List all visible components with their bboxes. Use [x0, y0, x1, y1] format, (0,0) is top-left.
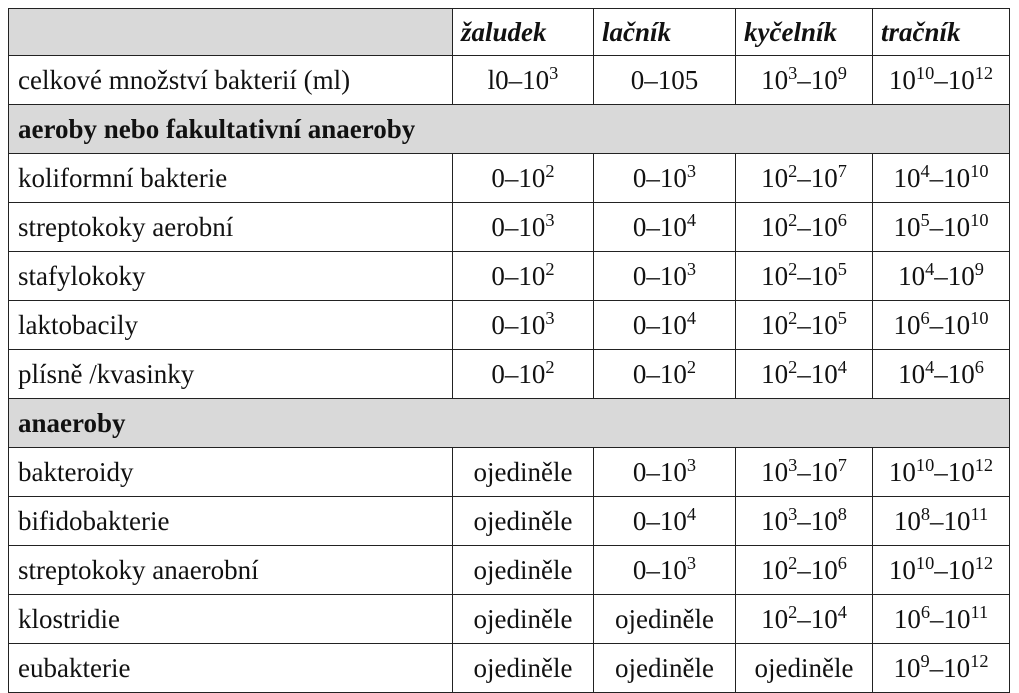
table-row [9, 595, 1010, 644]
value-text: 0–10 [632, 358, 687, 389]
value-exponent: 3 [788, 503, 798, 524]
value-text: 10 [761, 505, 789, 536]
value-text: 10 [893, 505, 921, 536]
table-row [9, 644, 1010, 693]
value-text: ojediněle [473, 652, 573, 683]
row-label: bifidobakterie [9, 497, 453, 546]
value-exponent: 9 [974, 258, 984, 279]
value-exponent: 12 [974, 454, 994, 475]
value-exponent: 10 [970, 160, 989, 181]
value-text: –10 [934, 456, 975, 487]
value-cell [594, 252, 736, 301]
value-exponent: 2 [545, 258, 555, 279]
value-exponent: 2 [788, 601, 798, 622]
value-exponent: 6 [974, 356, 984, 377]
value-text: 0–10 [632, 554, 687, 585]
value-cell [873, 252, 1010, 301]
value-exponent: 3 [545, 209, 555, 230]
value-exponent: 8 [920, 503, 930, 524]
table-row [9, 497, 1010, 546]
column-header-tracnik: tračník [873, 9, 1010, 56]
section-header-row [9, 105, 1010, 154]
value-exponent: 6 [837, 552, 847, 573]
value-exponent: 3 [686, 160, 697, 181]
value-text: 10 [888, 64, 916, 95]
value-exponent: 3 [545, 307, 555, 328]
table-row [9, 448, 1010, 497]
value-exponent: 12 [974, 62, 994, 83]
value-exponent: 7 [837, 160, 847, 181]
value-cell [736, 350, 873, 399]
value-text: l0–10 [487, 64, 550, 95]
value-cell [453, 595, 594, 644]
value-exponent: 11 [970, 503, 989, 524]
value-text: 0–10 [491, 358, 546, 389]
row-label: klostridie [9, 595, 453, 644]
value-text: 10 [893, 211, 921, 242]
value-cell [736, 154, 873, 203]
value-text: 10 [761, 456, 789, 487]
section-header-row [9, 399, 1010, 448]
value-text: 0–10 [491, 260, 546, 291]
column-header-lacnik: lačník [594, 9, 736, 56]
value-text: 10 [761, 554, 789, 585]
row-label: bakteroidy [9, 448, 453, 497]
value-cell [736, 448, 873, 497]
value-text: –10 [797, 309, 838, 340]
value-exponent: 11 [970, 601, 989, 622]
value-cell [736, 203, 873, 252]
value-exponent: 4 [686, 209, 697, 230]
column-header-zaludek: žaludek [453, 9, 594, 56]
row-label: celkové množství bakterií (ml) [9, 56, 453, 105]
value-text: 10 [761, 358, 789, 389]
value-text: 10 [761, 603, 789, 634]
value-exponent: 9 [920, 650, 930, 671]
value-cell [594, 350, 736, 399]
row-label: laktobacily [9, 301, 453, 350]
value-text: –10 [797, 211, 838, 242]
value-text: 10 [761, 162, 789, 193]
value-cell [594, 154, 736, 203]
value-cell [594, 644, 736, 693]
row-label: eubakterie [9, 644, 453, 693]
value-exponent: 6 [920, 307, 930, 328]
value-exponent: 3 [686, 552, 697, 573]
value-exponent: 6 [837, 209, 847, 230]
value-cell [873, 595, 1010, 644]
value-exponent: 3 [788, 62, 798, 83]
value-cell [453, 644, 594, 693]
value-exponent: 4 [925, 356, 935, 377]
value-text: 0–105 [630, 64, 699, 95]
value-text: 0–10 [632, 260, 687, 291]
value-cell [453, 497, 594, 546]
value-text: –10 [929, 652, 971, 683]
value-text: 10 [898, 260, 926, 291]
value-text: –10 [797, 162, 838, 193]
value-text: –10 [797, 358, 838, 389]
value-exponent: 5 [837, 258, 847, 279]
bacteria-table [8, 8, 1010, 693]
value-cell [873, 448, 1010, 497]
value-cell [453, 350, 594, 399]
value-exponent: 3 [788, 454, 798, 475]
value-text: 0–10 [632, 211, 687, 242]
value-exponent: 10 [915, 62, 935, 83]
row-label: streptokoky aerobní [9, 203, 453, 252]
value-text: 0–10 [491, 211, 546, 242]
value-exponent: 10 [915, 454, 935, 475]
value-text: –10 [797, 456, 838, 487]
value-text: ojediněle [615, 652, 714, 683]
value-text: 10 [888, 456, 916, 487]
value-cell [594, 203, 736, 252]
value-cell [873, 350, 1010, 399]
value-cell [453, 56, 594, 105]
value-exponent: 2 [686, 356, 697, 377]
value-text: 10 [888, 554, 916, 585]
value-text: 10 [893, 162, 921, 193]
header-corner-cell [9, 9, 453, 56]
value-text: –10 [930, 603, 971, 634]
value-exponent: 4 [920, 160, 930, 181]
value-text: –10 [930, 505, 971, 536]
value-cell [873, 546, 1010, 595]
value-text: 10 [898, 358, 926, 389]
row-label: plísně /kvasinky [9, 350, 453, 399]
value-exponent: 2 [788, 209, 798, 230]
value-cell [736, 56, 873, 105]
value-text: 10 [761, 309, 789, 340]
value-text: 0–10 [632, 162, 687, 193]
value-cell [453, 301, 594, 350]
value-text: –10 [929, 162, 971, 193]
value-cell [873, 203, 1010, 252]
value-exponent: 3 [686, 258, 697, 279]
value-exponent: 2 [545, 160, 555, 181]
value-text: 10 [893, 603, 921, 634]
value-text: –10 [934, 260, 975, 291]
value-cell [594, 448, 736, 497]
value-text: 0–10 [632, 456, 687, 487]
value-exponent: 10 [970, 307, 989, 328]
value-exponent: 8 [837, 503, 847, 524]
value-exponent: 10 [970, 209, 989, 230]
table-body [9, 9, 1010, 693]
value-cell [736, 301, 873, 350]
value-text: –10 [797, 260, 838, 291]
header-row [9, 9, 1010, 56]
value-exponent: 2 [788, 307, 798, 328]
value-cell [736, 252, 873, 301]
value-text: ojediněle [754, 652, 854, 683]
table-row [9, 154, 1010, 203]
value-cell [873, 497, 1010, 546]
value-cell [594, 301, 736, 350]
value-exponent: 2 [545, 356, 555, 377]
value-text: –10 [797, 603, 838, 634]
value-exponent: 4 [686, 307, 697, 328]
column-header-kycelnik: kyčelník [736, 9, 873, 56]
value-text: –10 [797, 64, 838, 95]
value-text: –10 [929, 309, 971, 340]
value-text: –10 [929, 211, 971, 242]
value-exponent: 2 [788, 356, 798, 377]
value-cell [736, 595, 873, 644]
row-label: streptokoky anaerobní [9, 546, 453, 595]
value-exponent: 2 [788, 160, 798, 181]
section-title: anaeroby [9, 399, 1010, 448]
value-cell [453, 546, 594, 595]
value-exponent: 6 [920, 601, 930, 622]
value-cell [594, 56, 736, 105]
value-exponent: 4 [925, 258, 935, 279]
section-title: aeroby nebo fakultativní anaeroby [9, 105, 1010, 154]
value-exponent: 2 [788, 552, 798, 573]
value-cell [594, 497, 736, 546]
value-exponent: 10 [915, 552, 935, 573]
value-text: ojediněle [473, 554, 573, 585]
value-text: 0–10 [632, 309, 687, 340]
value-exponent: 3 [686, 454, 697, 475]
value-text: 10 [893, 309, 921, 340]
table-row [9, 350, 1010, 399]
value-cell [873, 644, 1010, 693]
value-text: 10 [761, 211, 789, 242]
table-row [9, 301, 1010, 350]
value-cell [453, 252, 594, 301]
value-cell [873, 301, 1010, 350]
row-label: koliformní bakterie [9, 154, 453, 203]
value-cell [594, 595, 736, 644]
value-exponent: 5 [920, 209, 930, 230]
value-exponent: 12 [974, 552, 994, 573]
value-text: ojediněle [473, 505, 573, 536]
value-text: –10 [934, 358, 975, 389]
value-text: 0–10 [632, 505, 687, 536]
value-cell [453, 203, 594, 252]
value-cell [594, 546, 736, 595]
total-row [9, 56, 1010, 105]
value-exponent: 9 [837, 62, 847, 83]
value-text: ojediněle [473, 603, 573, 634]
value-text: 10 [761, 260, 789, 291]
row-label: stafylokoky [9, 252, 453, 301]
value-text: –10 [797, 554, 838, 585]
value-cell [873, 154, 1010, 203]
value-exponent: 7 [837, 454, 847, 475]
value-exponent: 5 [837, 307, 847, 328]
table-row [9, 252, 1010, 301]
value-exponent: 12 [970, 650, 989, 671]
value-text: –10 [934, 554, 975, 585]
value-exponent: 2 [788, 258, 798, 279]
table-row [9, 546, 1010, 595]
value-exponent: 4 [686, 503, 697, 524]
value-exponent: 3 [549, 62, 559, 83]
value-exponent: 4 [837, 356, 847, 377]
value-cell [736, 497, 873, 546]
value-exponent: 4 [837, 601, 847, 622]
value-cell [453, 448, 594, 497]
value-text: 10 [761, 64, 789, 95]
value-text: –10 [934, 64, 975, 95]
value-text: 10 [893, 652, 921, 683]
value-cell [873, 56, 1010, 105]
value-cell [736, 644, 873, 693]
value-text: 0–10 [491, 309, 546, 340]
value-text: –10 [797, 505, 838, 536]
table-row [9, 203, 1010, 252]
value-cell [736, 546, 873, 595]
value-cell [453, 154, 594, 203]
value-text: ojediněle [615, 603, 714, 634]
value-text: ojediněle [473, 456, 573, 487]
value-text: 0–10 [491, 162, 546, 193]
